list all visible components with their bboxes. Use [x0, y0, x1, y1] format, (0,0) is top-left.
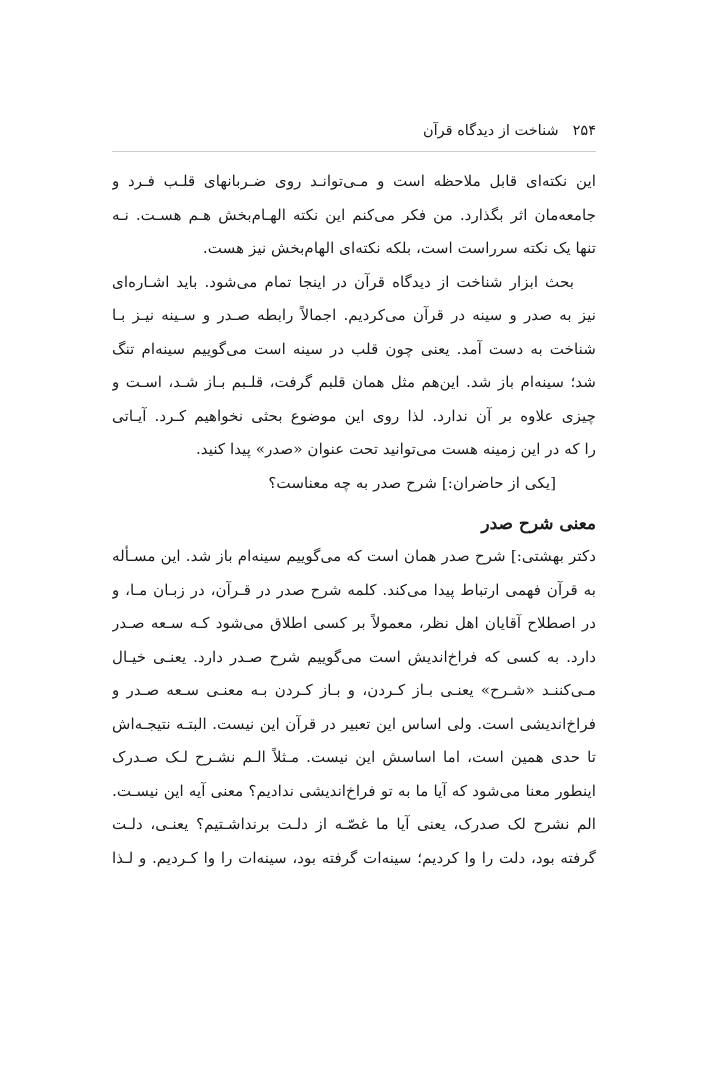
body-text-bottom: [112, 540, 596, 875]
text-line: به قرآن فهمی ارتباط پیدا می‌کند. کلمه شرح صدر در قـرآن، در زبـان مـا، و: [112, 580, 596, 599]
question-line: [یکی از حاضران:] شرح صدر به چه معناست؟: [268, 473, 556, 492]
text-line: اینطور معنا می‌شود که آیا ما به تو فراخ‌اندیشی ندادیم؟ معنی آیه این نیسـت.: [112, 781, 596, 800]
text-line: نیز به صدر و سینه در قرآن می‌کردیم. اجمالاً رابطه صـدر و سـینه نیـز بـا: [112, 306, 596, 324]
text-line: فراخ‌اندیشی است. ولی اساس این تعبیر در قرآن این نیست. البتـه نتیجـه‌اش: [112, 714, 596, 733]
book-title: شناخت از دیدگاه قرآن: [422, 123, 559, 139]
text-line: دارد. به کسی که فراخ‌اندیش است می‌گوییم شرح صـدر دارد. یعنـی خیـال: [112, 647, 596, 666]
text-line: این نکته‌ای قابل ملاحظه است و مـی‌توانـد روی ضـربانهای قلـب فـرد و: [112, 172, 596, 190]
text-line: شناخت به دست آمد. یعنی چون قلب در سینه است می‌گوییم سینه‌ام تنگ: [112, 339, 596, 358]
section-title: معنی شرح صدر: [481, 514, 596, 534]
text-line: جامعه‌مان اثر بگذارد. من فکر می‌کنم این نکته الهـام‌بخش هـم هسـت. نـه: [112, 205, 596, 224]
text-line: گرفته بود، دلت را وا کردیم؛ سینه‌ات گرفته بود، سینه‌ات را وا کـردیم. و لـذا: [112, 848, 596, 867]
body-text-top: [112, 165, 596, 500]
text-line: شد؛ سینه‌ام باز شد. این‌هم مثل همان قلبم گرفت، قلـبم بـاز شـد، اسـت و: [112, 373, 596, 391]
text-line: دکتر بهشتی:] شرح صدر همان است که می‌گوییم سینه‌ام باز شد. این مسـأله: [112, 547, 596, 565]
text-line: تنها یک نکته سرراست است، بلکه نکته‌ای الهام‌بخش نیز هست.: [202, 239, 596, 257]
text-line: چیزی علاوه بر آن ندارد. لذا روی این موضوع بحثی نخواهیم کـرد. آیـاتی: [112, 406, 596, 425]
text-line: الم نشرح لک صدرک، یعنی آیا ما غصّـه از دلـت برنداشـتیم؟ یعنـی، دلـت: [112, 815, 596, 833]
text-line: بحث ابزار شناخت از دیدگاه قرآن در اینجا تمام می‌شود. باید اشـاره‌ای: [112, 272, 574, 291]
text-line: تا حدی همین است، اما اساسش این نیست. مـثلاً الـم نشـرح لـک صـدرک: [112, 748, 596, 766]
text-line: در اصطلاح آقایان اهل نظر، معمولاً بر کسی اطلاق می‌شود کـه سـعه صـدر: [112, 614, 596, 632]
page-number: ۲۵۴: [572, 123, 596, 139]
text-line: مـی‌کننـد «شـرح» یعنـی بـاز کـردن، و بـاز کـردن بـه معنـی سـعه صـدر و: [112, 681, 596, 699]
header-divider: [112, 151, 596, 152]
text-line: را که در این زمینه هست می‌توانید تحت عنوان «صدر» پیدا کنید.: [195, 440, 596, 458]
running-header: [423, 121, 596, 141]
